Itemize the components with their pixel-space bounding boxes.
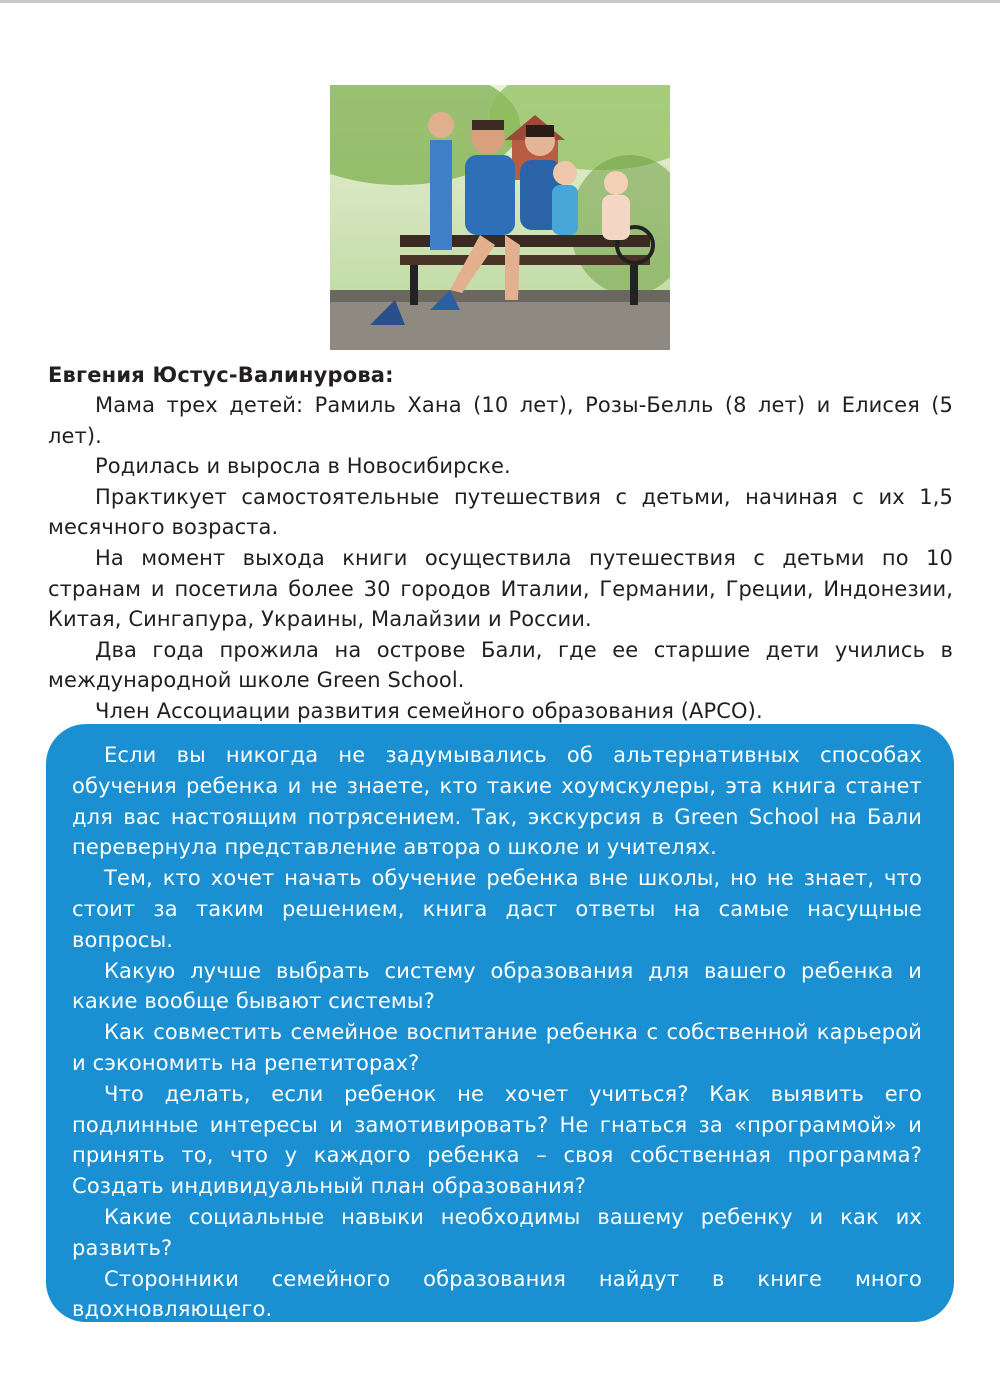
author-bio bbox=[48, 360, 953, 727]
bio-paragraph: Два года прожила на острове Бали, где ее старшие дети учились в международной школе Green School. bbox=[48, 637, 953, 693]
blurb-paragraph: Сторонники семейного образования найдут в книге много вдохновляющего. bbox=[72, 1266, 922, 1322]
family-photo bbox=[330, 85, 670, 350]
top-rule bbox=[0, 0, 1000, 3]
bio-paragraph: Практикует самостоятельные путешествия с детьми, начиная с их 1,5 месячного возраста. bbox=[48, 484, 953, 540]
blurb-paragraph: Что делать, если ребенок не хочет учиться? Как выявить его подлинные интересы и замотивировать? Не гнаться за «программой» и принять то, что у каждого ребенка – своя собственная программа? Создать индивидуальный план образования? bbox=[72, 1081, 922, 1199]
bio-paragraph: Мама трех детей: Рамиль Хана (10 лет), Розы-Белль (8 лет) и Елисея (5 лет). bbox=[48, 393, 953, 448]
bio-paragraph: Член Ассоциации развития семейного образования (АРСО). bbox=[95, 698, 763, 723]
family-photo-illustration bbox=[330, 85, 670, 350]
book-blurb-box bbox=[46, 724, 954, 1383]
blurb-paragraph: Если вы никогда не задумывались об альтернативных способах обучения ребенка и не знаете, кто такие хоумскулеры, эта книга станет для вас настоящим потрясением. Так, экскурсия в Green School на Бали перевернула представление автора о школе и учителях. bbox=[72, 743, 922, 860]
author-name: Евгения Юстус-Валинурова: bbox=[48, 363, 394, 387]
blurb-paragraph: Какие социальные навыки необходимы вашему ребенку и как их развить? bbox=[72, 1204, 922, 1260]
blurb-paragraph: Как совместить семейное воспитание ребенка с собственной карьерой и сэкономить на репетиторах? bbox=[72, 1020, 922, 1075]
blurb-paragraph: Она оснащена огромным перечнем полезных ссылок на развивающие ресурсы, фильмы, книги и многое другое. bbox=[72, 1328, 922, 1383]
bio-paragraph: Родилась и выросла в Новосибирске. bbox=[95, 454, 511, 479]
bio-paragraph: На момент выхода книги осуществила путешествия с детьми по 10 странам и посетила более 30 городов Италии, Германии, Греции, Индонезии, Китая, Сингапура, Украины, Малайзии и России. bbox=[48, 545, 953, 632]
blurb-paragraph: Какую лучше выбрать систему образования для вашего ребенка и какие вообще бывают системы? bbox=[72, 958, 922, 1014]
blurb-paragraph: Тем, кто хочет начать обучение ребенка вне школы, но не знает, что стоит за таким решением, книга даст ответы на самые насущные вопросы. bbox=[72, 866, 922, 952]
